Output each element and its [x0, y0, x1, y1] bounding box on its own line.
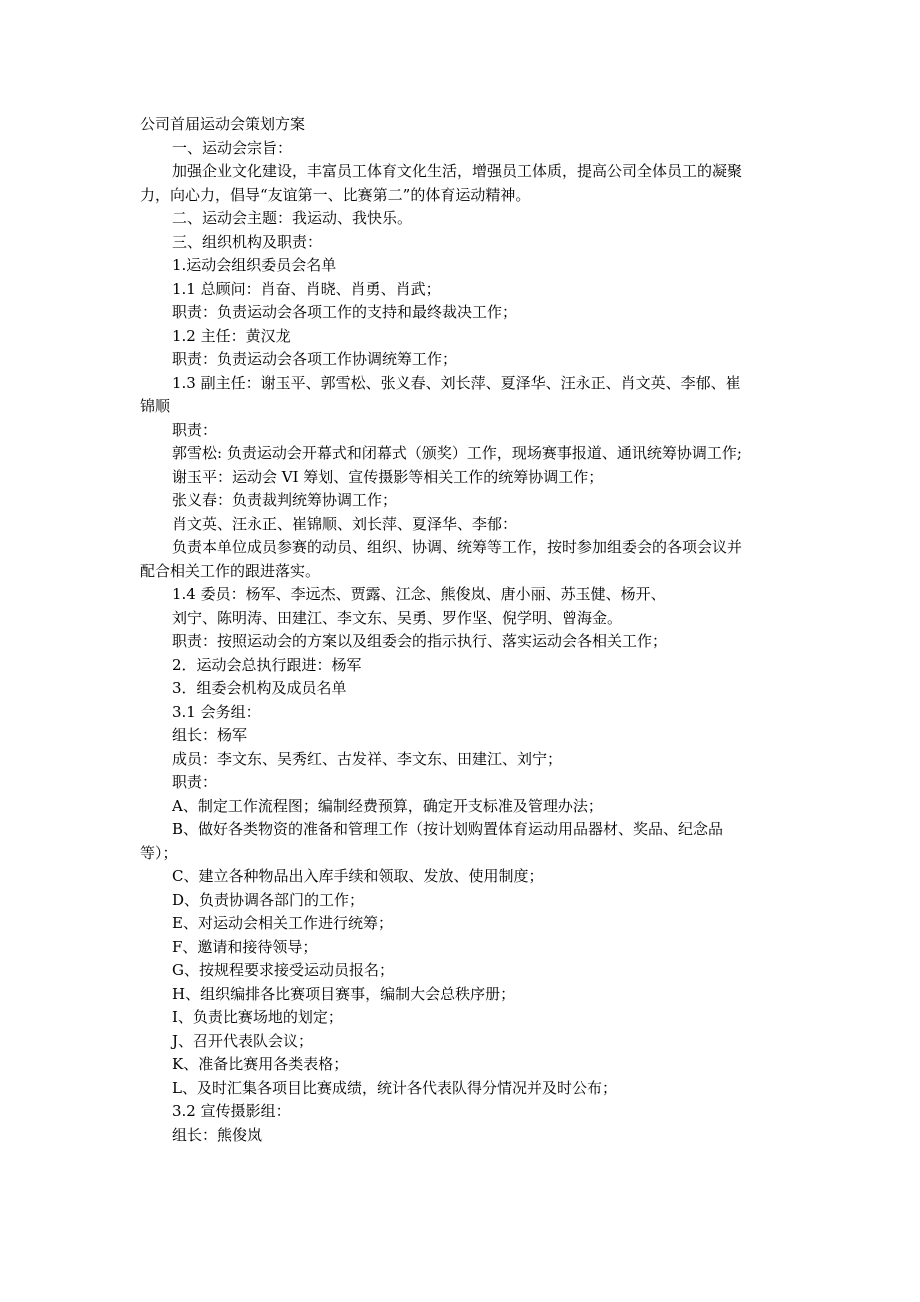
text-line: 等）； — [140, 843, 178, 862]
text-line: K、准备比赛用各类表格； — [172, 1055, 349, 1073]
paragraph-list — [140, 137, 784, 1148]
text-line: 成员：李文东、吴秀红、古发祥、李文东、田建江、刘宁； — [172, 749, 563, 768]
text-line: 组长：杨军 — [172, 726, 248, 744]
text-line: 三、组织机构及职责： — [172, 232, 323, 251]
text-line: J、召开代表队会议； — [172, 1031, 314, 1050]
text-line: 3.2 宣传摄影组： — [172, 1102, 291, 1120]
text-line: 负责本单位成员参赛的动员、组织、协调、统筹等工作，按时参加组委会的各项会议并 — [172, 538, 743, 556]
text-line: H、组织编排各比赛项目赛事，编制大会总秩序册； — [172, 984, 516, 1003]
text-line: 1.运动会组织委员会名单 — [172, 256, 337, 274]
text-line: 1.1 总顾问：肖奋、肖晓、肖勇、肖武； — [172, 279, 441, 298]
text-line: 职责： — [172, 773, 218, 791]
text-line: 职责：负责运动会各项工作协调统筹工作； — [172, 350, 458, 368]
text-line: F、邀请和接待领导； — [172, 937, 318, 956]
text-line: 1.4 委员：杨军、李远杰、贾露、江念、熊俊岚、唐小丽、苏玉健、杨开、 — [172, 585, 666, 603]
text-line: 组长：熊俊岚 — [172, 1125, 263, 1144]
text-line: 2．运动会总执行跟进：杨军 — [172, 655, 362, 674]
text-line: 1.3 副主任：谢玉平、郭雪松、张义春、刘长萍、夏泽华、汪永正、肖文英、李郁、崔 — [172, 373, 741, 392]
text-line: 职责： — [172, 420, 218, 439]
document-title: 公司首届运动会策划方案 — [140, 115, 306, 133]
text-line: G、按规程要求接受运动员报名； — [172, 961, 394, 979]
text-line: 职责：负责运动会各项工作的支持和最终裁决工作； — [172, 303, 518, 321]
text-line: A、制定工作流程图；编制经费预算，确定开支标准及管理办法； — [172, 796, 603, 815]
document-body — [140, 113, 784, 1147]
text-line: I、负责比赛场地的划定； — [172, 1008, 343, 1026]
text-line: E、对运动会相关工作进行统筹； — [172, 914, 393, 932]
text-line: L、及时汇集各项目比赛成绩，统计各代表队得分情况并及时公布； — [172, 1078, 617, 1097]
text-line: B、做好各类物资的准备和管理工作（按计划购置体育运动用品器材、奖品、纪念品 — [172, 820, 724, 838]
text-line: 郭雪松: 负责运动会开幕式和闭幕式（颁奖）工作，现场赛事报道、通讯统筹协调工作; — [172, 444, 742, 462]
text-line: 二、运动会主题：我运动、我快乐。 — [172, 209, 413, 227]
text-line: 刘宁、陈明涛、田建江、李文东、吴勇、罗作坚、倪学明、曾海金。 — [172, 608, 623, 627]
text-line: 职责：按照运动会的方案以及组委会的指示执行、落实运动会各相关工作； — [172, 632, 668, 650]
text-line: 一、运动会宗旨： — [172, 138, 293, 157]
text-line: 张义春：负责裁判统筹协调工作； — [172, 491, 398, 509]
text-line: 力，向心力，倡导“友谊第一、比赛第二”的体育运动精神。 — [140, 185, 531, 204]
text-line: 肖文英、汪永正、崔锦顺、刘长萍、夏泽华、李郁： — [172, 514, 518, 533]
text-line: 3.1 会务组： — [172, 702, 261, 721]
text-line: C、建立各种物品出入库手续和领取、发放、使用制度； — [172, 867, 544, 885]
text-line: 配合相关工作的跟进落实。 — [140, 561, 321, 580]
text-line: 谢玉平：运动会 VI 筹划、宣传摄影等相关工作的统筹协调工作； — [172, 467, 604, 486]
text-line: 加强企业文化建设，丰富员工体育文化生活，增强员工体质，提高公司全体员工的凝聚 — [172, 162, 743, 180]
text-line: 锦顺 — [140, 397, 171, 415]
text-line: 3．组委会机构及成员名单 — [172, 679, 347, 697]
text-line: D、负责协调各部门的工作； — [172, 890, 365, 909]
text-line: 1.2 主任：黄汉龙 — [172, 326, 291, 345]
